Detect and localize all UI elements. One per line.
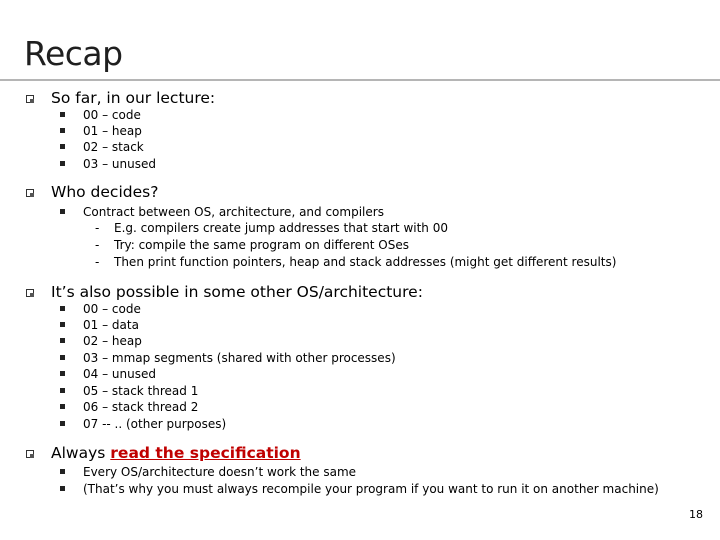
specification-link[interactable]: read the specification bbox=[110, 444, 301, 462]
sub-list-item-text: E.g. compilers create jump addresses that start with 00 bbox=[114, 221, 448, 235]
square-bullet-icon bbox=[60, 306, 65, 311]
square-bullet-icon bbox=[60, 144, 65, 149]
dash-bullet-icon: - bbox=[95, 255, 100, 269]
dash-bullet-icon: - bbox=[95, 238, 100, 252]
section-heading-text: It’s also possible in some other OS/architecture: bbox=[51, 283, 423, 301]
square-bullet-icon bbox=[60, 112, 65, 117]
section-heading-text: So far, in our lecture: bbox=[51, 89, 216, 107]
section-heading-text: Who decides? bbox=[51, 183, 159, 201]
list-item-text: 03 – unused bbox=[83, 157, 156, 171]
square-bullet-icon bbox=[60, 161, 65, 166]
list-item-text: 01 – heap bbox=[83, 124, 142, 138]
checkbox-bullet-icon bbox=[26, 450, 34, 458]
square-bullet-icon bbox=[60, 486, 65, 491]
list-item-text: 02 – heap bbox=[83, 334, 142, 348]
square-bullet-icon bbox=[60, 371, 65, 376]
list-item-text: 07 -- .. (other purposes) bbox=[83, 417, 227, 431]
checkbox-bullet-icon bbox=[26, 289, 34, 297]
list-item-text: 06 – stack thread 2 bbox=[83, 400, 199, 414]
sub-list-item-text: Then print function pointers, heap and stack addresses (might get different results) bbox=[114, 255, 617, 269]
section-heading-text bbox=[51, 443, 301, 463]
square-bullet-icon bbox=[60, 338, 65, 343]
list-item-text: 03 – mmap segments (shared with other processes) bbox=[83, 351, 396, 365]
dash-bullet-icon: - bbox=[95, 221, 100, 235]
square-bullet-icon bbox=[60, 404, 65, 409]
list-item-text: 00 – code bbox=[83, 108, 141, 122]
square-bullet-icon bbox=[60, 388, 65, 393]
checkbox-bullet-icon bbox=[26, 189, 34, 197]
list-item-text: Contract between OS, architecture, and compilers bbox=[83, 205, 384, 219]
square-bullet-icon bbox=[60, 209, 65, 214]
square-bullet-icon bbox=[60, 469, 65, 474]
list-item-text: 01 – data bbox=[83, 318, 139, 332]
heading-prefix: Always bbox=[51, 444, 106, 462]
sub-list-item-text: Try: compile the same program on different OSes bbox=[114, 238, 409, 252]
list-item-text: 00 – code bbox=[83, 302, 141, 316]
list-item-text: (That’s why you must always recompile your program if you want to run it on another machine) bbox=[83, 482, 659, 496]
list-item-text: 04 – unused bbox=[83, 367, 156, 381]
list-item-text: Every OS/architecture doesn’t work the same bbox=[83, 465, 357, 479]
list-item-text: 05 – stack thread 1 bbox=[83, 384, 199, 398]
title-divider bbox=[0, 79, 720, 81]
list-item-text: 02 – stack bbox=[83, 140, 144, 154]
checkbox-bullet-icon bbox=[26, 95, 34, 103]
square-bullet-icon bbox=[60, 322, 65, 327]
square-bullet-icon bbox=[60, 355, 65, 360]
slide-title: Recap bbox=[24, 34, 123, 73]
square-bullet-icon bbox=[60, 421, 65, 426]
page-number: 18 bbox=[689, 508, 703, 521]
square-bullet-icon bbox=[60, 128, 65, 133]
